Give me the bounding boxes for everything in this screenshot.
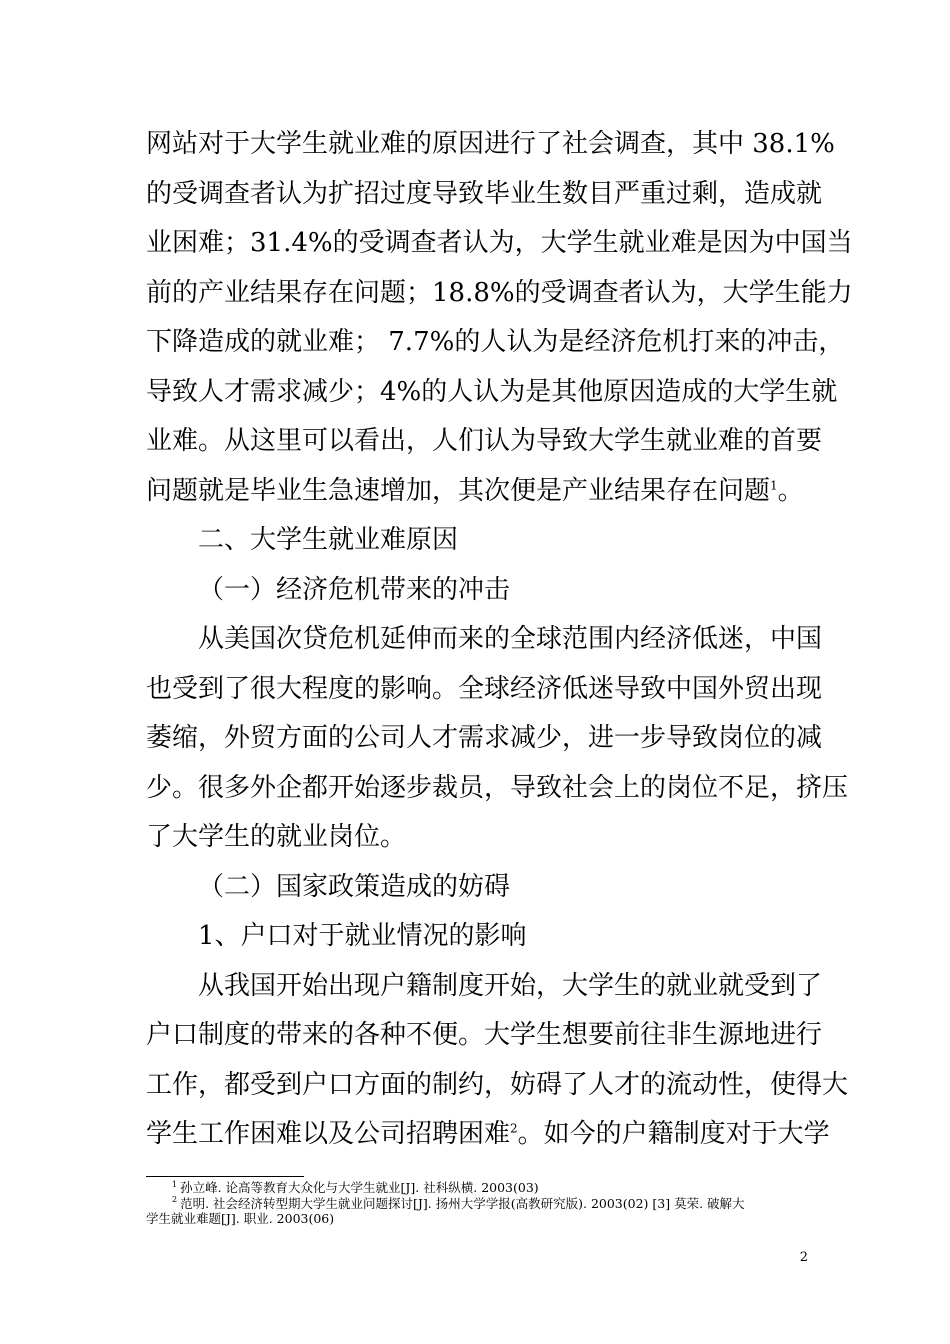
paragraph-line: 少。很多外企都开始逐步裁员，导致社会上的岗位不足，挤压 [146, 772, 849, 803]
footnotes [146, 1180, 808, 1227]
subsection-heading: （二）国家政策造成的妨碍 [198, 871, 511, 902]
footnote-text: 孙立峰. 论高等教育大众化与大学生就业[J]. 社科纵横. 2003(03) [180, 1180, 539, 1195]
section-heading: 二、大学生就业难原因 [198, 525, 459, 555]
text-line: 网站对于大学生就业难的原因进行了社会调查，其中 38.1% [146, 129, 835, 159]
footnote-2 [146, 1196, 808, 1212]
paragraph-line-content: 。如今的户籍制度对于大学 [517, 1119, 830, 1149]
text-line: 导致人才需求减少；4%的人认为是其他原因造成的大学生就 [146, 376, 838, 407]
paragraph-line: 了大学生的就业岗位。 [146, 822, 407, 852]
text-line: 的受调查者认为扩招过度导致毕业生数目严重过剩，造成就 [146, 178, 823, 209]
footnote-reference[interactable]: 2 [510, 1121, 518, 1136]
text-line: 下降造成的就业难； 7.7%的人认为是经济危机打来的冲击， [146, 327, 845, 357]
paragraph-line: 从美国次贷危机延伸而来的全球范围内经济低迷，中国 [198, 624, 823, 654]
text-line-content: 问题就是毕业生急速增加，其次便是产业结果存在问题 [146, 475, 771, 506]
paragraph-line-content: 学生工作困难以及公司招聘困难 [146, 1119, 511, 1149]
text-line: 业难。从这里可以看出，人们认为导致大学生就业难的首要 [146, 426, 823, 456]
paragraph-line: 户口制度的带来的各种不便。大学生想要前往非生源地进行 [146, 1020, 823, 1050]
paragraph-line: 从我国开始出现户籍制度开始，大学生的就业就受到了 [198, 970, 823, 1001]
paragraph-line [146, 1110, 830, 1160]
item-heading: 1、户口对于就业情况的影响 [198, 921, 527, 951]
footnote-2-continuation: 学生就业难题[J]. 职业. 2003(06) [146, 1211, 335, 1226]
body-text [146, 120, 853, 1160]
subsection-heading: （一）经济危机带来的冲击 [198, 574, 511, 605]
text-line: 前的产业结果存在问题；18.8%的受调查者认为，大学生能力 [146, 277, 853, 308]
footnote-1 [146, 1180, 808, 1196]
footnote-text: 范明. 社会经济转型期大学生就业问题探讨[J]. 扬州大学学报(高教研究版). 2003(02) [3] 莫荣. 破解大 [180, 1195, 745, 1211]
paragraph-line: 工作，都受到户口方面的制约，妨碍了人才的流动性，使得大 [146, 1069, 849, 1100]
text-line [146, 467, 808, 517]
footnote-mark: 1 [172, 1179, 178, 1189]
footnote-mark: 2 [172, 1195, 178, 1205]
footnote-separator [146, 1176, 304, 1177]
text-line: 业困难；31.4%的受调查者认为，大学生就业难是因为中国当 [146, 228, 853, 258]
paragraph-line: 也受到了很大程度的影响。全球经济低迷导致中国外贸出现 [146, 673, 823, 704]
footnote-reference[interactable]: 1 [770, 477, 778, 492]
text-line-tail: 。 [777, 475, 804, 506]
paragraph-line: 萎缩，外贸方面的公司人才需求减少，进一步导致岗位的减 [146, 723, 823, 753]
page-number: 2 [799, 1250, 808, 1265]
